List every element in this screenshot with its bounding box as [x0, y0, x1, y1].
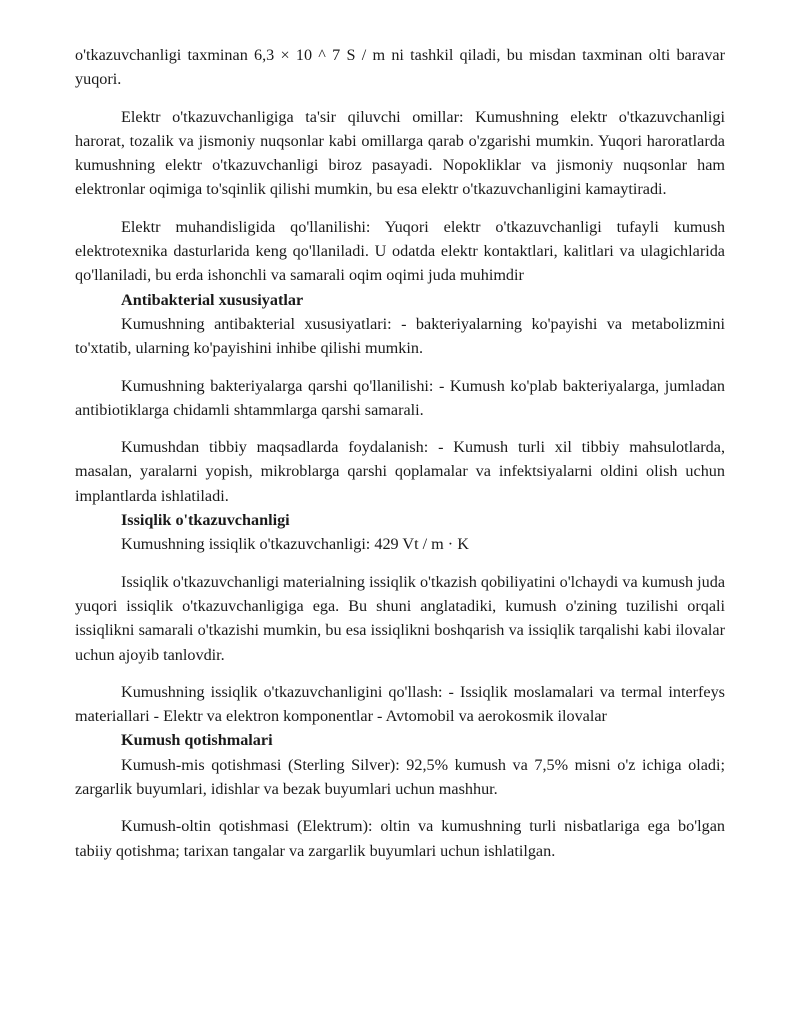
heading-thermal-conductivity: Issiqlik o'tkazuvchanligi — [121, 511, 290, 530]
paragraph-antibacterial-properties: Kumushning antibakterial xususiyatlari: - bakteriyalarning ko'payishi va metabolizmini to'xtatib, ularning ko'payishini inhibe qilishi mumkin. — [75, 314, 725, 358]
paragraph-conductivity-factors: Elektr o'tkazuvchanligiga ta'sir qiluvchi omillar: Kumushning elektr o'tkazuvchanligi harorat, tozalik va jismoniy nuqsonlar kabi omillarga qarab o'zgarishi mumkin. Yuqori haroratlarda kumushning elektr o'tkazuvchanligi biroz pasayadi. Nopokliklar va jismoniy nuqsonlar ham elektronlar oqimiga to'sqinlik qilishi mumkin, bu esa elektr o'tkazuvchanligini kamaytiradi. — [75, 107, 725, 199]
paragraph-antibacterial-use: Kumushning bakteriyalarga qarshi qo'llanilishi: - Kumush ko'plab bakteriyalarga, jumladan antibiotiklarga chidamli shtammlarga qarshi samarali. — [75, 376, 725, 419]
paragraph-medical-use: Kumushdan tibbiy maqsadlarda foydalanish: - Kumush turli xil tibbiy mahsulotlarda, masalan, yaralarni yopish, mikroblarga qarshi qoplamalar va infektsiyalarni oldini olish uchun implantlarda ishlatiladi. — [75, 438, 725, 505]
paragraph-thermal-explanation: Issiqlik o'tkazuvchanligi materialning issiqlik o'tkazish qobiliyatini o'lchaydi va kumush juda yuqori issiqlik o'tkazuvchanligiga ega. Bu shuni anglatadiki, kumush o'zining tuzilishi orqali issiqlikni samarali o'tkazishi mumkin, bu esa issiqlikni boshqarish va issiqlik tarqalishi kabi ilovalar uchun ajoyib tanlovdir. — [75, 572, 725, 664]
paragraph-conductivity-continued: o'tkazuvchanligi taxminan 6,3 × 10 ^ 7 S / m ni tashkil qiladi, bu misdan taxminan olti baravar yuqori. — [75, 46, 725, 89]
paragraph-electrical-engineering: Elektr muhandisligida qo'llanilishi: Yuqori elektr o'tkazuvchanligi tufayli kumush elektrotexnika dasturlarida keng qo'llaniladi. U odatda elektr kontaktlari, kalitlari va ulagichlarida qo'llaniladi, bu erda ishonchli va samarali oqim oqimi juda muhimdir — [75, 217, 725, 285]
paragraph-electrum: Kumush-oltin qotishmasi (Elektrum): oltin va kumushning turli nisbatlariga ega bo'lgan tabiiy qotishma; tarixan tangalar va zargarlik buyumlari uchun ishlatilgan. — [75, 817, 725, 860]
paragraph-thermal-value: Kumushning issiqlik o'tkazuvchanligi: 429 Vt / m · K — [121, 535, 469, 554]
heading-silver-alloys: Kumush qotishmalari — [121, 731, 273, 750]
paragraph-thermal-applications: Kumushning issiqlik o'tkazuvchanligini qo'llash: - Issiqlik moslamalari va termal interfeys materiallari - Elektr va elektron komponentlar - Avtomobil va aerokosmik ilovalar — [75, 682, 725, 726]
heading-antibacterial: Antibakterial xususiyatlar — [121, 290, 304, 309]
paragraph-sterling-silver: Kumush-mis qotishmasi (Sterling Silver): 92,5% kumush va 7,5% misni o'z ichiga oladi; zargarlik buyumlari, idishlar va bezak buyumlari uchun mashhur. — [75, 755, 725, 799]
